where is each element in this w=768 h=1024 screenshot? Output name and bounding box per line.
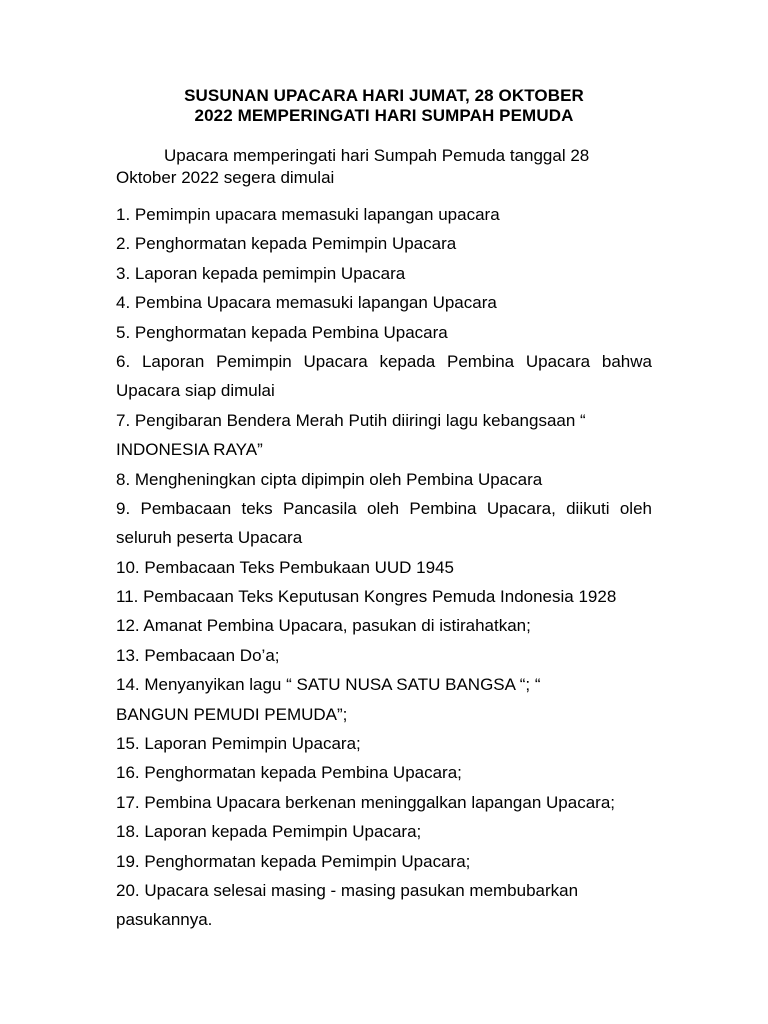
agenda-item-line: seluruh peserta Upacara bbox=[116, 528, 303, 548]
agenda-item bbox=[116, 556, 652, 585]
agenda-item-line: BANGUN PEMUDI PEMUDA”; bbox=[116, 704, 348, 724]
agenda-item bbox=[116, 203, 652, 232]
agenda-item-line: pasukannya. bbox=[116, 910, 213, 930]
agenda-item-line: INDONESIA RAYA” bbox=[116, 440, 263, 460]
agenda-item bbox=[116, 820, 652, 849]
agenda-item-line: 5. Penghormatan kepada Pembina Upacara bbox=[116, 322, 448, 342]
agenda-item bbox=[116, 468, 652, 497]
agenda-item bbox=[116, 614, 652, 643]
agenda-item-line: 12. Amanat Pembina Upacara, pasukan di istirahatkan; bbox=[116, 616, 531, 636]
agenda-item bbox=[116, 291, 652, 320]
agenda-item-line: 17. Pembina Upacara berkenan meninggalkan lapangan Upacara; bbox=[116, 792, 616, 812]
agenda-item bbox=[116, 673, 652, 732]
agenda-list bbox=[116, 203, 652, 938]
agenda-item-line: 16. Penghormatan kepada Pembina Upacara; bbox=[116, 763, 462, 783]
agenda-item bbox=[116, 644, 652, 673]
intro-line-2: Oktober 2022 segera dimulai bbox=[116, 168, 335, 187]
agenda-item-line: 11. Pembacaan Teks Keputusan Kongres Pemuda Indonesia 1928 bbox=[116, 587, 617, 607]
agenda-item-line: 15. Laporan Pemimpin Upacara; bbox=[116, 734, 361, 754]
agenda-item-line: 6. Laporan Pemimpin Upacara kepada Pembina Upacara bahwa bbox=[116, 351, 652, 371]
agenda-item-line: 18. Laporan kepada Pemimpin Upacara; bbox=[116, 822, 422, 842]
agenda-item-line: 10. Pembacaan Teks Pembukaan UUD 1945 bbox=[116, 557, 454, 577]
agenda-item bbox=[116, 262, 652, 291]
agenda-item-line: 19. Penghormatan kepada Pemimpin Upacara; bbox=[116, 851, 471, 871]
agenda-item bbox=[116, 350, 652, 409]
agenda-item-line: 9. Pembacaan teks Pancasila oleh Pembina Upacara, diikuti oleh bbox=[116, 498, 652, 518]
agenda-item bbox=[116, 761, 652, 790]
agenda-item bbox=[116, 791, 652, 820]
agenda-item-line: 2. Penghormatan kepada Pemimpin Upacara bbox=[116, 234, 457, 254]
agenda-item-line: 14. Menyanyikan lagu “ SATU NUSA SATU BANGSA “; “ bbox=[116, 675, 541, 695]
agenda-item-line: Upacara siap dimulai bbox=[116, 381, 275, 401]
agenda-item-line: 13. Pembacaan Do’a; bbox=[116, 645, 280, 665]
agenda-item bbox=[116, 585, 652, 614]
agenda-item bbox=[116, 409, 652, 468]
agenda-item-line: 3. Laporan kepada pemimpin Upacara bbox=[116, 263, 406, 283]
agenda-item bbox=[116, 321, 652, 350]
agenda-item bbox=[116, 850, 652, 879]
intro-line-1: Upacara memperingati hari Sumpah Pemuda tanggal 28 bbox=[164, 146, 590, 165]
agenda-item-line: 4. Pembina Upacara memasuki lapangan Upacara bbox=[116, 293, 497, 313]
title-line-2: 2022 MEMPERINGATI HARI SUMPAH PEMUDA bbox=[194, 106, 574, 125]
agenda-item-line: 1. Pemimpin upacara memasuki lapangan upacara bbox=[116, 205, 500, 224]
agenda-item bbox=[116, 497, 652, 556]
agenda-item bbox=[116, 232, 652, 261]
agenda-item bbox=[116, 879, 652, 938]
agenda-item-line: 20. Upacara selesai masing - masing pasukan membubarkan bbox=[116, 880, 579, 900]
document-title bbox=[0, 86, 768, 126]
intro-paragraph bbox=[116, 145, 656, 189]
agenda-item-line: 8. Mengheningkan cipta dipimpin oleh Pembina Upacara bbox=[116, 469, 543, 489]
title-line-1: SUSUNAN UPACARA HARI JUMAT, 28 OKTOBER bbox=[184, 86, 584, 105]
agenda-item-line: 7. Pengibaran Bendera Merah Putih diiringi lagu kebangsaan “ bbox=[116, 410, 586, 430]
agenda-item bbox=[116, 732, 652, 761]
